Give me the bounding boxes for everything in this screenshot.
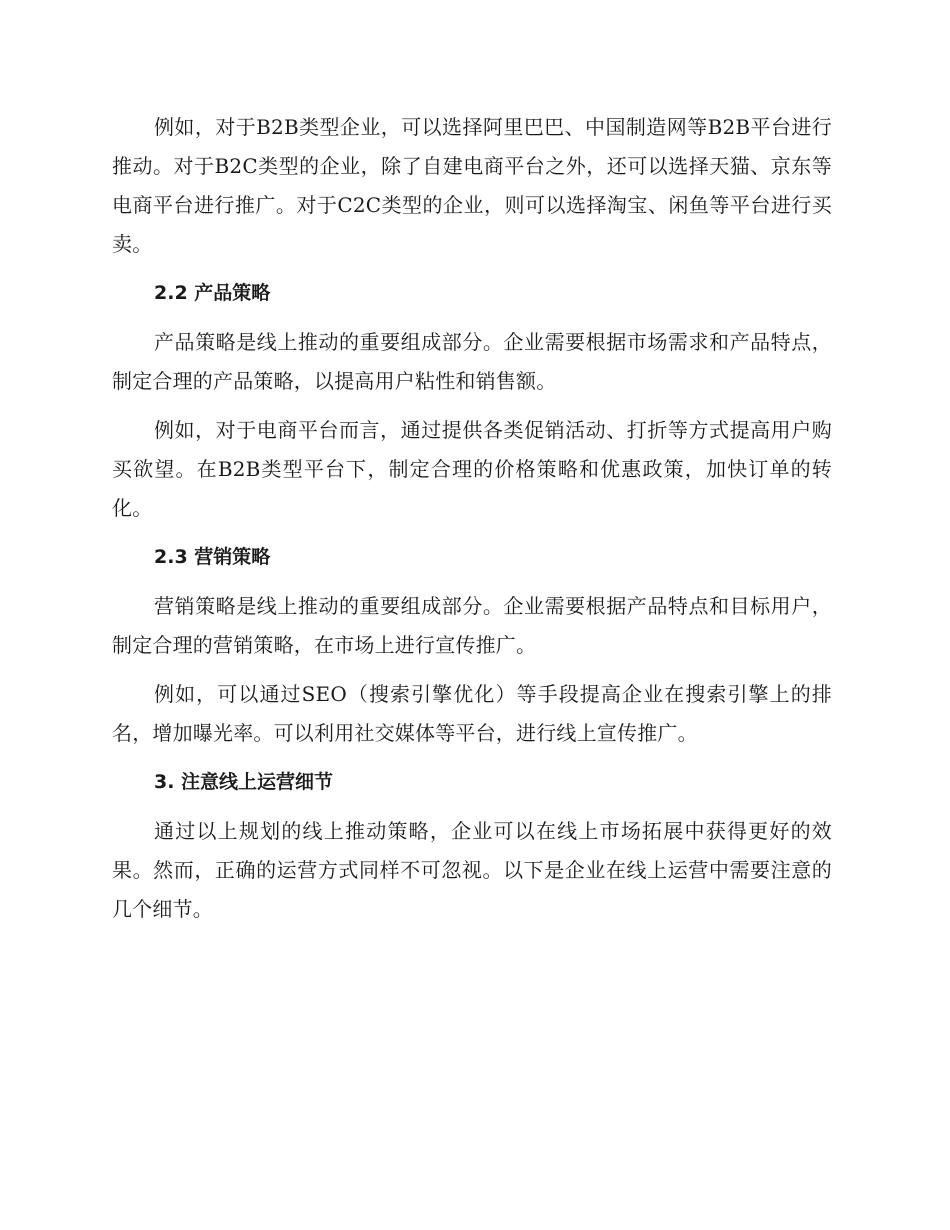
heading-marketing-strategy: 2.3 营销策略 [154, 546, 271, 568]
paragraph-marketing-strategy: 营销策略是线上推动的重要组成部分。企业需要根据产品特点和目标用户，制定合理的营销策略，在市场上进行宣传推广。 [112, 594, 832, 657]
paragraph-product-examples: 例如，对于电商平台而言，通过提供各类促销活动、打折等方式提高用户购买欲望。在B2B类型平台下，制定合理的价格策略和优惠政策，加快订单的转化。 [112, 418, 832, 520]
document-page [112, 108, 832, 929]
heading-product-strategy: 2.2 产品策略 [154, 282, 271, 304]
paragraph-operation-intro: 通过以上规划的线上推动策略，企业可以在线上市场拓展中获得更好的效果。然而，正确的运营方式同样不可忽视。以下是企业在线上运营中需要注意的几个细节。 [112, 819, 832, 921]
paragraph-product-strategy: 产品策略是线上推动的重要组成部分。企业需要根据市场需求和产品特点，制定合理的产品策略，以提高用户粘性和销售额。 [112, 330, 832, 393]
heading-operation-details: 3. 注意线上运营细节 [154, 771, 334, 793]
paragraph-platform-examples: 例如，对于B2B类型企业，可以选择阿里巴巴、中国制造网等B2B平台进行推动。对于B2C类型的企业，除了自建电商平台之外，还可以选择天猫、京东等电商平台进行推广。对于C2C类型的企业，则可以选择淘宝、闲鱼等平台进行买卖。 [112, 115, 832, 256]
paragraph-marketing-examples: 例如，可以通过SEO（搜索引擎优化）等手段提高企业在搜索引擎上的排名，增加曝光率。可以利用社交媒体等平台，进行线上宣传推广。 [112, 682, 832, 745]
